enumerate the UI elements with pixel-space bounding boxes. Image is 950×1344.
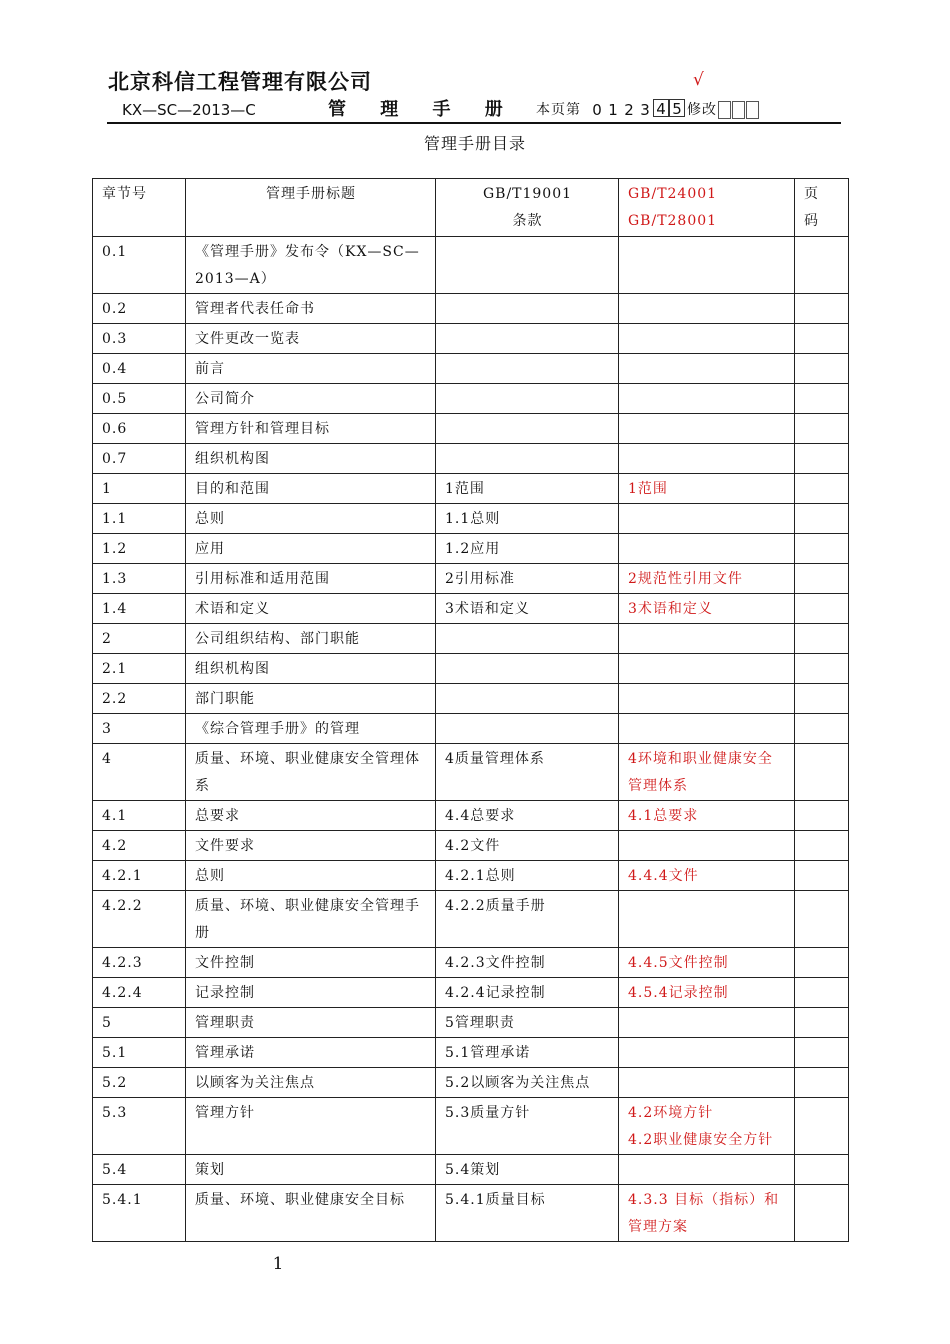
gb19001-cell	[436, 354, 619, 384]
gb24001-cell: 2规范性引用文件	[619, 564, 795, 594]
page-cell	[795, 831, 849, 861]
page-cell	[795, 1098, 849, 1155]
gb19001-cell: 5.2以顾客为关注焦点	[436, 1068, 619, 1098]
gb19001-cell	[436, 237, 619, 294]
page-cell	[795, 1185, 849, 1242]
gb24001-cell: 3术语和定义	[619, 594, 795, 624]
page-cell	[795, 354, 849, 384]
gb24001-cell: 4.4.4文件	[619, 861, 795, 891]
table-row	[93, 354, 849, 384]
table-row	[93, 831, 849, 861]
gb24001-cell: 4.1总要求	[619, 801, 795, 831]
gb19001-cell	[436, 684, 619, 714]
page-cell	[795, 1008, 849, 1038]
gb24001-cell	[619, 294, 795, 324]
title-cell: 组织机构图	[186, 654, 436, 684]
title-cell: 管理承诺	[186, 1038, 436, 1068]
gb24001-cell	[619, 504, 795, 534]
revision-empty-box	[746, 101, 759, 119]
gb24001-cell	[619, 1008, 795, 1038]
gb19001-cell: 5.4策划	[436, 1155, 619, 1185]
chapter-cell: 2	[93, 624, 186, 654]
title-cell: 总则	[186, 861, 436, 891]
table-row	[93, 564, 849, 594]
page-cell	[795, 237, 849, 294]
table-row	[93, 324, 849, 354]
title-cell: 质量、环境、职业健康安全管理手册	[186, 891, 436, 948]
page-cell	[795, 654, 849, 684]
gb19001-cell: 1.1总则	[436, 504, 619, 534]
title-cell: 目的和范围	[186, 474, 436, 504]
gb19001-cell	[436, 624, 619, 654]
page-cell	[795, 624, 849, 654]
revision-numbers	[589, 99, 685, 121]
page-cell	[795, 594, 849, 624]
toc-body	[93, 237, 849, 1242]
chapter-cell: 4.2.4	[93, 978, 186, 1008]
page-cell	[795, 294, 849, 324]
gb19001-cell: 4质量管理体系	[436, 744, 619, 801]
table-row	[93, 1098, 849, 1155]
title-cell: 公司简介	[186, 384, 436, 414]
gb19001-cell	[436, 444, 619, 474]
gb19001-cell: 4.2.3文件控制	[436, 948, 619, 978]
gb19001-cell: 1.2应用	[436, 534, 619, 564]
gb19001-cell: 2引用标准	[436, 564, 619, 594]
table-row	[93, 1008, 849, 1038]
chapter-cell: 1.3	[93, 564, 186, 594]
title-cell: 管理方针和管理目标	[186, 414, 436, 444]
chapter-cell: 5.1	[93, 1038, 186, 1068]
gb19001-cell	[436, 384, 619, 414]
title-cell: 管理职责	[186, 1008, 436, 1038]
title-cell: 总要求	[186, 801, 436, 831]
revision-number-boxed: 4	[653, 99, 669, 117]
chapter-cell: 1.4	[93, 594, 186, 624]
gb19001-cell: 1范围	[436, 474, 619, 504]
gb24001-cell	[619, 891, 795, 948]
chapter-cell: 0.3	[93, 324, 186, 354]
table-row	[93, 624, 849, 654]
title-cell: 《管理手册》发布令（KX—SC—2013—A）	[186, 237, 436, 294]
gb24001-cell	[619, 384, 795, 414]
chapter-cell: 2.2	[93, 684, 186, 714]
revision-empty-box	[732, 101, 745, 119]
gb24001-cell: 4.3.3 目标（指标）和管理方案	[619, 1185, 795, 1242]
gb19001-cell: 5管理职责	[436, 1008, 619, 1038]
page-cell	[795, 891, 849, 948]
table-row	[93, 294, 849, 324]
table-row	[93, 861, 849, 891]
header-chapter: 章节号	[93, 179, 186, 237]
header-gb28001-line2: GB/T28001	[628, 213, 718, 229]
revision-number: 2	[624, 101, 634, 119]
table-row	[93, 474, 849, 504]
title-cell: 术语和定义	[186, 594, 436, 624]
chapter-cell: 0.6	[93, 414, 186, 444]
gb24001-cell	[619, 624, 795, 654]
toc-header-row	[93, 179, 849, 237]
chapter-cell: 0.5	[93, 384, 186, 414]
gb19001-cell: 4.4总要求	[436, 801, 619, 831]
table-row	[93, 594, 849, 624]
page-cell	[795, 948, 849, 978]
revision-status	[536, 99, 759, 121]
gb19001-cell: 5.3质量方针	[436, 1098, 619, 1155]
header-page-line1: 页	[804, 186, 819, 202]
page-cell	[795, 1038, 849, 1068]
page-cell	[795, 564, 849, 594]
gb24001-cell	[619, 237, 795, 294]
chapter-cell: 5	[93, 1008, 186, 1038]
page-cell	[795, 414, 849, 444]
title-cell: 管理方针	[186, 1098, 436, 1155]
page-cell	[795, 504, 849, 534]
gb24001-cell	[619, 684, 795, 714]
table-row	[93, 654, 849, 684]
table-row	[93, 891, 849, 948]
chapter-cell: 5.4	[93, 1155, 186, 1185]
revision-number-boxed: 5	[669, 99, 685, 117]
title-cell: 文件控制	[186, 948, 436, 978]
table-row	[93, 801, 849, 831]
chapter-cell: 5.4.1	[93, 1185, 186, 1242]
title-cell: 文件要求	[186, 831, 436, 861]
toc-title: 管理手册目录	[423, 134, 526, 153]
table-row	[93, 237, 849, 294]
gb24001-cell: 4.2环境方针 4.2职业健康安全方针	[619, 1098, 795, 1155]
page-cell	[795, 384, 849, 414]
page-cell	[795, 1068, 849, 1098]
page-cell	[795, 714, 849, 744]
gb24001-cell	[619, 414, 795, 444]
table-row	[93, 534, 849, 564]
chapter-cell: 4.2	[93, 831, 186, 861]
gb24001-cell	[619, 324, 795, 354]
title-cell: 总则	[186, 504, 436, 534]
table-row	[93, 384, 849, 414]
chapter-cell: 4.1	[93, 801, 186, 831]
table-row	[93, 744, 849, 801]
table-row	[93, 1068, 849, 1098]
chapter-cell: 1.2	[93, 534, 186, 564]
title-cell: 记录控制	[186, 978, 436, 1008]
chapter-cell: 1.1	[93, 504, 186, 534]
revision-empty-box	[718, 101, 731, 119]
title-cell: 引用标准和适用范围	[186, 564, 436, 594]
gb19001-cell: 4.2文件	[436, 831, 619, 861]
table-row	[93, 1185, 849, 1242]
header-page-line2: 码	[804, 213, 819, 229]
header-title: 管理手册标题	[186, 179, 436, 237]
table-row	[93, 444, 849, 474]
company-name: 北京科信工程管理有限公司	[108, 70, 372, 94]
title-cell: 以顾客为关注焦点	[186, 1068, 436, 1098]
chapter-cell: 3	[93, 714, 186, 744]
title-cell: 文件更改一览表	[186, 324, 436, 354]
title-cell: 《综合管理手册》的管理	[186, 714, 436, 744]
chapter-cell: 5.2	[93, 1068, 186, 1098]
gb19001-cell	[436, 414, 619, 444]
toc-table	[92, 178, 849, 1242]
gb24001-cell	[619, 1038, 795, 1068]
gb24001-cell: 4.5.4记录控制	[619, 978, 795, 1008]
chapter-cell: 0.2	[93, 294, 186, 324]
page-cell	[795, 534, 849, 564]
revision-number: 1	[608, 101, 618, 119]
page-cell	[795, 474, 849, 504]
gb19001-cell	[436, 324, 619, 354]
gb24001-cell	[619, 534, 795, 564]
chapter-cell: 0.4	[93, 354, 186, 384]
page-cell	[795, 324, 849, 354]
title-cell: 公司组织结构、部门职能	[186, 624, 436, 654]
chapter-cell: 4.2.2	[93, 891, 186, 948]
page-cell	[795, 1155, 849, 1185]
gb24001-cell	[619, 1068, 795, 1098]
page-number: 1	[272, 1254, 284, 1274]
header-gb19001	[436, 179, 619, 237]
title-cell: 部门职能	[186, 684, 436, 714]
chapter-cell: 0.7	[93, 444, 186, 474]
title-cell: 应用	[186, 534, 436, 564]
revision-number: 0	[592, 101, 602, 119]
table-row	[93, 714, 849, 744]
page-cell	[795, 444, 849, 474]
manual-title: 管 理 手 册	[328, 99, 517, 120]
header-gb19001-line1: GB/T19001	[482, 186, 573, 202]
gb24001-cell: 1范围	[619, 474, 795, 504]
table-row	[93, 948, 849, 978]
page-cell	[795, 801, 849, 831]
gb19001-cell: 4.2.4记录控制	[436, 978, 619, 1008]
gb19001-cell	[436, 714, 619, 744]
gb24001-cell	[619, 354, 795, 384]
chapter-cell: 4	[93, 744, 186, 801]
table-row	[93, 414, 849, 444]
header-gb24001	[619, 179, 795, 237]
gb19001-cell: 4.2.2质量手册	[436, 891, 619, 948]
page-cell	[795, 744, 849, 801]
gb19001-cell: 3术语和定义	[436, 594, 619, 624]
gb24001-cell: 4.4.5文件控制	[619, 948, 795, 978]
table-row	[93, 1038, 849, 1068]
revision-suffix: 修改	[687, 102, 717, 118]
chapter-cell: 0.1	[93, 237, 186, 294]
gb19001-cell	[436, 654, 619, 684]
chapter-cell: 5.3	[93, 1098, 186, 1155]
chapter-cell: 4.2.1	[93, 861, 186, 891]
title-cell: 组织机构图	[186, 444, 436, 474]
table-row	[93, 978, 849, 1008]
gb24001-cell: 4环境和职业健康安全管理体系	[619, 744, 795, 801]
header-gb19001-line2: 条款	[512, 213, 543, 229]
chapter-cell: 4.2.3	[93, 948, 186, 978]
gb24001-cell	[619, 714, 795, 744]
page-cell	[795, 978, 849, 1008]
gb24001-cell	[619, 831, 795, 861]
header-gb24001-line1: GB/T24001	[628, 186, 718, 202]
gb24001-cell	[619, 444, 795, 474]
page-cell	[795, 861, 849, 891]
table-row	[93, 504, 849, 534]
title-cell: 质量、环境、职业健康安全目标	[186, 1185, 436, 1242]
page-cell	[795, 684, 849, 714]
chapter-cell: 1	[93, 474, 186, 504]
revision-number: 3	[640, 101, 650, 119]
title-cell: 管理者代表任命书	[186, 294, 436, 324]
document-code: KX—SC—2013—C	[122, 101, 256, 119]
header-divider	[107, 122, 841, 124]
gb19001-cell: 5.1管理承诺	[436, 1038, 619, 1068]
gb19001-cell: 4.2.1总则	[436, 861, 619, 891]
table-row	[93, 1155, 849, 1185]
title-cell: 质量、环境、职业健康安全管理体系	[186, 744, 436, 801]
table-row	[93, 684, 849, 714]
title-cell: 前言	[186, 354, 436, 384]
gb19001-cell: 5.4.1质量目标	[436, 1185, 619, 1242]
chapter-cell: 2.1	[93, 654, 186, 684]
title-cell: 策划	[186, 1155, 436, 1185]
gb24001-cell	[619, 1155, 795, 1185]
revision-check-mark: √	[693, 70, 704, 90]
header-page	[795, 179, 849, 237]
revision-label: 本页第	[536, 102, 581, 118]
gb24001-cell	[619, 654, 795, 684]
gb19001-cell	[436, 294, 619, 324]
